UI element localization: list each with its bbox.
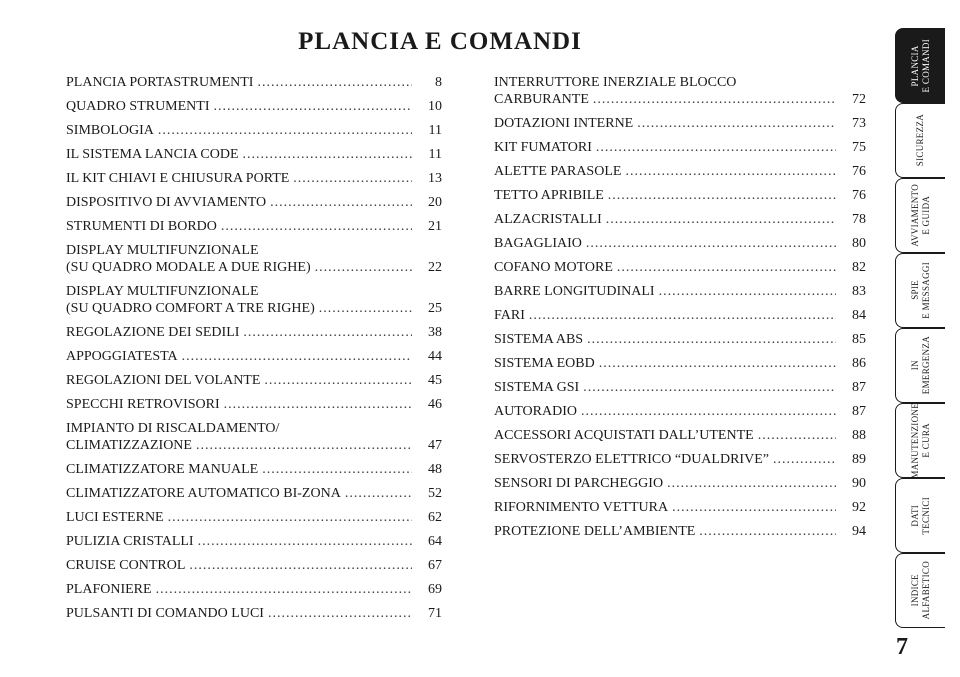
toc-leader-dots (319, 300, 412, 317)
toc-entry-title: FARI (494, 308, 525, 323)
toc-entry-title: TETTO APRIBILE (494, 188, 604, 203)
toc-entry-page: 21 (428, 219, 442, 234)
toc-leader-dots (224, 396, 412, 413)
toc-entry[interactable] (494, 331, 866, 355)
toc-leader-dots (758, 427, 836, 444)
toc-entry-page: 84 (852, 308, 866, 323)
toc-entry-page: 80 (852, 236, 866, 251)
toc-entry-page: 10 (428, 99, 442, 114)
section-tab-label: DATI TECNICI (909, 496, 931, 535)
toc-entry-page: 78 (852, 212, 866, 227)
toc-entry-title: AUTORADIO (494, 404, 577, 419)
toc-entry-page: 82 (852, 260, 866, 275)
toc-entry-page: 88 (852, 428, 866, 443)
toc-leader-dots (168, 509, 412, 526)
section-tab-label: PLANCIA E COMANDI (909, 38, 931, 93)
toc-entry-page: 44 (428, 349, 442, 364)
toc-entry-title: DOTAZIONI INTERNE (494, 116, 634, 131)
toc-entry[interactable] (494, 451, 866, 475)
toc-entry[interactable] (494, 307, 866, 331)
toc-entry-title: CLIMATIZZATORE MANUALE (66, 462, 259, 477)
toc-entry-title: ALZACRISTALLI (494, 212, 602, 227)
toc-entry[interactable] (66, 283, 442, 324)
toc-leader-dots (672, 499, 836, 516)
toc-leader-dots (196, 437, 412, 454)
toc-leader-dots (221, 218, 412, 235)
toc-entry-page: 11 (428, 123, 442, 138)
toc-entry-page: 11 (428, 147, 442, 162)
section-tab-label: MANUTENZIONE E CURA (909, 402, 931, 479)
toc-leader-dots (257, 74, 412, 91)
toc-entry-page: 62 (428, 510, 442, 525)
toc-entry[interactable] (494, 139, 866, 163)
toc-leader-dots (699, 523, 836, 540)
toc-leader-dots (608, 187, 836, 204)
toc-entry[interactable] (494, 499, 866, 523)
toc-entry[interactable] (66, 485, 442, 509)
toc-entry-page: 69 (428, 582, 442, 597)
toc-entry-page: 13 (428, 171, 442, 186)
toc-entry[interactable] (66, 605, 442, 629)
toc-leader-dots (773, 451, 836, 468)
toc-entry-title: SENSORI DI PARCHEGGIO (494, 476, 664, 491)
toc-entry[interactable] (66, 218, 442, 242)
toc-entry[interactable] (66, 170, 442, 194)
toc-entry-title: SISTEMA ABS (494, 332, 584, 347)
toc-entry[interactable] (66, 74, 442, 98)
toc-entry-title: SISTEMA EOBD (494, 356, 595, 371)
toc-leader-dots (268, 605, 412, 622)
toc-entry-page: 25 (428, 301, 442, 316)
toc-entry-page: 72 (852, 92, 866, 107)
toc-entry-page: 85 (852, 332, 866, 347)
toc-entry-page: 71 (428, 606, 442, 621)
toc-entry-title: COFANO MOTORE (494, 260, 613, 275)
toc-entry-page: 73 (852, 116, 866, 131)
section-tab[interactable] (895, 553, 945, 628)
toc-entry-page: 48 (428, 462, 442, 477)
toc-entry-page: 75 (852, 140, 866, 155)
toc-entry[interactable] (494, 427, 866, 451)
toc-leader-dots (659, 283, 836, 300)
toc-entry-title: DISPOSITIVO DI AVVIAMENTO (66, 195, 267, 210)
section-tab[interactable] (895, 28, 945, 103)
page-title: PLANCIA E COMANDI (298, 28, 582, 55)
toc-entry-page: 76 (852, 164, 866, 179)
toc-leader-dots (596, 139, 836, 156)
toc-entry-title: RIFORNIMENTO VETTURA (494, 500, 669, 515)
page-number: 7 (896, 634, 908, 660)
section-tab-label: INDICE ALFABETICO (909, 561, 931, 620)
toc-entry-title: LUCI ESTERNE (66, 510, 164, 525)
toc-entry[interactable] (494, 403, 866, 427)
toc-leader-dots (345, 485, 412, 502)
toc-entry-title: SISTEMA GSI (494, 380, 580, 395)
toc-entry[interactable] (66, 420, 442, 461)
toc-entry-title: IL KIT CHIAVI E CHIUSURA PORTE (66, 171, 290, 186)
toc-entry-title: CLIMATIZZAZIONE (66, 438, 192, 453)
toc-right-column (494, 74, 866, 547)
toc-leader-dots (529, 307, 836, 324)
toc-leader-dots (606, 211, 836, 228)
toc-entry-page: 83 (852, 284, 866, 299)
toc-entry-page: 94 (852, 524, 866, 539)
toc-entry-title: SPECCHI RETROVISORI (66, 397, 220, 412)
toc-entry[interactable] (494, 259, 866, 283)
toc-leader-dots (587, 331, 836, 348)
toc-entry-title: IL SISTEMA LANCIA CODE (66, 147, 239, 162)
toc-entry-title: BARRE LONGITUDINALI (494, 284, 655, 299)
section-tab[interactable] (895, 178, 945, 253)
section-tab-label: SPIE E MESSAGGI (909, 262, 931, 319)
toc-entry-title: DISPLAY MULTIFUNZIONALE (66, 243, 259, 258)
toc-entry-page: 67 (428, 558, 442, 573)
toc-entry[interactable] (494, 211, 866, 235)
toc-entry[interactable] (66, 533, 442, 557)
toc-entry-page: 90 (852, 476, 866, 491)
section-tab[interactable] (895, 253, 945, 328)
toc-leader-dots (293, 170, 412, 187)
toc-entry[interactable] (494, 187, 866, 211)
toc-leader-dots (583, 379, 836, 396)
toc-leader-dots (158, 122, 412, 139)
toc-entry[interactable] (66, 557, 442, 581)
toc-entry[interactable] (66, 122, 442, 146)
toc-entry-page: 46 (428, 397, 442, 412)
toc-entry-title: APPOGGIATESTA (66, 349, 178, 364)
toc-entry[interactable] (66, 348, 442, 372)
toc-leader-dots (599, 355, 836, 372)
toc-leader-dots (586, 235, 836, 252)
toc-entry[interactable] (494, 523, 866, 547)
toc-entry-title: ACCESSORI ACQUISTATI DALL’UTENTE (494, 428, 754, 443)
toc-entry-page: 89 (852, 452, 866, 467)
toc-entry-page: 86 (852, 356, 866, 371)
toc-left-column (66, 74, 442, 629)
toc-leader-dots (243, 146, 412, 163)
toc-entry-title: PLANCIA PORTASTRUMENTI (66, 75, 254, 90)
toc-entry[interactable] (66, 242, 442, 283)
toc-entry[interactable] (494, 235, 866, 259)
section-tab-label: IN EMERGENZA (909, 336, 931, 395)
toc-entry-page: 45 (428, 373, 442, 388)
toc-leader-dots (617, 259, 836, 276)
toc-entry[interactable] (494, 163, 866, 187)
toc-entry-page: 22 (428, 260, 442, 275)
section-tab[interactable] (895, 103, 945, 178)
toc-leader-dots (637, 115, 836, 132)
toc-entry[interactable] (66, 98, 442, 122)
section-tab-label: AVVIAMENTO E GUIDA (909, 184, 931, 247)
toc-entry-title: BAGAGLIAIO (494, 236, 582, 251)
toc-entry[interactable] (66, 461, 442, 485)
toc-entry[interactable] (66, 194, 442, 218)
toc-entry-title: STRUMENTI DI BORDO (66, 219, 217, 234)
toc-entry-page: 87 (852, 404, 866, 419)
toc-entry[interactable] (494, 115, 866, 139)
toc-entry-title: PULSANTI DI COMANDO LUCI (66, 606, 264, 621)
toc-entry-title: REGOLAZIONI DEL VOLANTE (66, 373, 261, 388)
toc-entry-title: (SU QUADRO COMFORT A TRE RIGHE) (66, 301, 315, 316)
toc-leader-dots (214, 98, 413, 115)
toc-entry[interactable] (66, 396, 442, 420)
toc-entry-title: INTERRUTTORE INERZIALE BLOCCO (494, 75, 737, 90)
toc-entry-title: (SU QUADRO MODALE A DUE RIGHE) (66, 260, 311, 275)
toc-entry-title: SIMBOLOGIA (66, 123, 154, 138)
toc-entry[interactable] (494, 74, 866, 115)
section-tab[interactable] (895, 328, 945, 403)
toc-leader-dots (581, 403, 836, 420)
toc-entry[interactable] (66, 372, 442, 396)
toc-entry[interactable] (494, 283, 866, 307)
toc-entry-title: QUADRO STRUMENTI (66, 99, 210, 114)
toc-leader-dots (198, 533, 412, 550)
toc-entry-title: CRUISE CONTROL (66, 558, 186, 573)
toc-entry-page: 64 (428, 534, 442, 549)
toc-leader-dots (315, 259, 412, 276)
toc-entry-page: 8 (435, 75, 442, 90)
toc-leader-dots (264, 372, 412, 389)
toc-leader-dots (593, 91, 836, 108)
toc-entry-page: 47 (428, 438, 442, 453)
toc-entry-page: 52 (428, 486, 442, 501)
toc-entry-title: PULIZIA CRISTALLI (66, 534, 194, 549)
toc-entry-title: KIT FUMATORI (494, 140, 592, 155)
section-tab[interactable] (895, 478, 945, 553)
toc-entry[interactable] (494, 475, 866, 499)
section-tab-label: SICUREZZA (915, 114, 925, 167)
toc-leader-dots (667, 475, 836, 492)
toc-entry-title: PROTEZIONE DELL’AMBIENTE (494, 524, 696, 539)
toc-entry-title: PLAFONIERE (66, 582, 152, 597)
toc-entry[interactable] (66, 509, 442, 533)
section-tab[interactable] (895, 403, 945, 478)
toc-entry-title: IMPIANTO DI RISCALDAMENTO/ (66, 421, 280, 436)
toc-entry-title: CLIMATIZZATORE AUTOMATICO BI-ZONA (66, 486, 341, 501)
toc-entry[interactable] (494, 379, 866, 403)
toc-entry-page: 20 (428, 195, 442, 210)
toc-leader-dots (270, 194, 412, 211)
toc-leader-dots (182, 348, 412, 365)
toc-leader-dots (189, 557, 412, 574)
toc-entry[interactable] (66, 581, 442, 605)
toc-entry-title: CARBURANTE (494, 92, 589, 107)
toc-leader-dots (262, 461, 412, 478)
toc-leader-dots (243, 324, 412, 341)
toc-entry[interactable] (66, 324, 442, 348)
toc-entry-page: 76 (852, 188, 866, 203)
toc-entry[interactable] (66, 146, 442, 170)
toc-entry-title: DISPLAY MULTIFUNZIONALE (66, 284, 259, 299)
toc-entry-title: ALETTE PARASOLE (494, 164, 622, 179)
toc-entry-page: 92 (852, 500, 866, 515)
toc-entry-title: REGOLAZIONE DEI SEDILI (66, 325, 240, 340)
toc-entry-page: 38 (428, 325, 442, 340)
toc-leader-dots (625, 163, 836, 180)
toc-entry[interactable] (494, 355, 866, 379)
toc-entry-title: SERVOSTERZO ELETTRICO “DUALDRIVE” (494, 452, 769, 467)
toc-entry-page: 87 (852, 380, 866, 395)
toc-leader-dots (156, 581, 412, 598)
